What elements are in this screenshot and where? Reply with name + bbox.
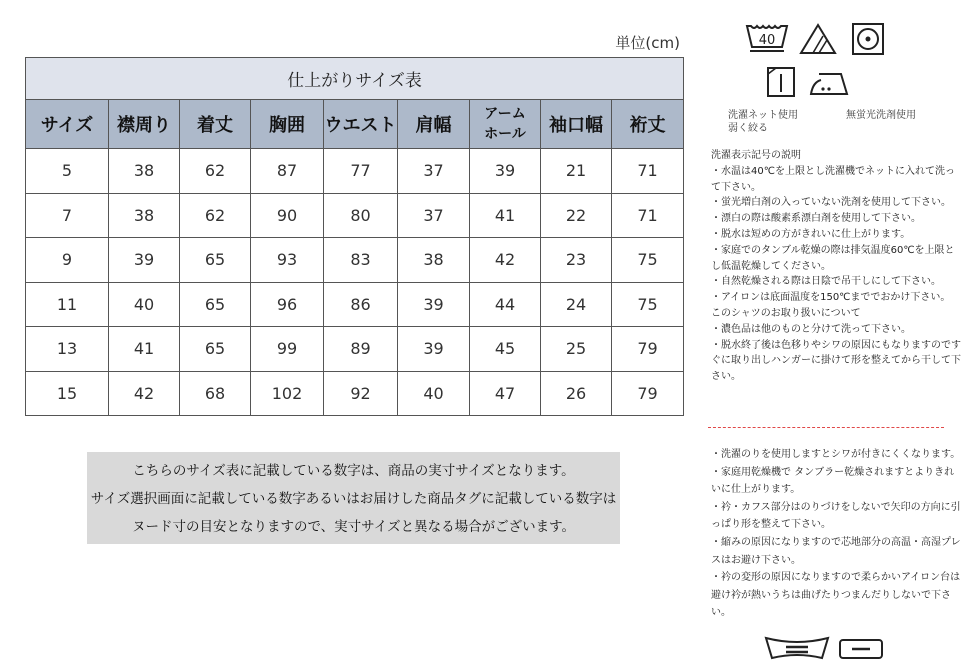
table-cell: 86 [324,282,398,327]
note-line: こちらのサイズ表に記載している数字は、商品の実寸サイズとなります。 [132,463,575,479]
table-cell: 65 [180,282,251,327]
table-cell: 41 [109,327,180,372]
care-instruction-line: ・水温は40℃を上限とし洗濯機でネットに入れて洗って下さい。 [711,165,955,193]
table-cell: 62 [180,149,251,194]
column-header-text: サイズ [40,115,94,136]
label-no-fluorescent: 無蛍光洗剤使用 [846,110,916,121]
table-cell: 65 [180,238,251,283]
column-header [109,100,180,149]
care-tip-line: ・衿・カフス部分はのりづけをしないで矢印の方向に引っぱり形を整えて下さい。 [711,501,961,531]
column-header [541,100,612,149]
care-instruction-line: このシャツのお取り扱いについて [711,307,861,319]
column-header-text: ウエスト [324,115,397,136]
table-cell: 71 [612,193,684,238]
table-row [26,193,684,238]
column-header [180,100,251,149]
table-cell: 38 [398,238,470,283]
size-chart-table [25,57,684,416]
column-header [26,100,109,149]
table-cell: 92 [324,371,398,416]
iron-medium-icon [807,68,855,98]
table-cell: 65 [180,327,251,372]
table-cell: 90 [251,193,324,238]
dashed-divider [708,427,944,428]
table-cell: 11 [26,282,109,327]
table-cell: 80 [324,193,398,238]
care-symbols [745,22,925,104]
table-cell: 44 [470,282,541,327]
table-caption: 仕上がりサイズ表 [26,58,684,100]
table-cell: 39 [470,149,541,194]
table-body [26,149,684,416]
line-dry-shade-icon [766,66,796,98]
table-cell: 26 [541,371,612,416]
column-header-text: 裄丈 [629,115,666,136]
table-row [26,282,684,327]
collar-shaping-symbols [762,632,890,664]
column-header [470,100,541,149]
table-row [26,238,684,283]
care-tip-line: ・縮みの原因になりますので芯地部分の高温・高湿プレスはお避け下さい。 [711,536,961,566]
oxygen-bleach-icon [798,22,838,56]
table-cell: 24 [541,282,612,327]
size-note-box [87,452,620,544]
column-header [398,100,470,149]
cuff-arrow-icon [838,638,884,660]
unit-label: 単位(cm) [615,34,680,52]
note-line: ヌード寸の目安となりますので、実寸サイズと異なる場合がございます。 [131,519,576,535]
table-cell: 42 [109,371,180,416]
table-cell: 71 [612,149,684,194]
table-cell: 21 [541,149,612,194]
collar-arrow-icon [762,632,832,662]
table-cell: 75 [612,238,684,283]
care-instruction-line: ・自然乾燥される際は日陰で吊干しにして下さい。 [711,276,941,288]
column-header [324,100,398,149]
table-row [26,371,684,416]
care-instruction-line: ・漂白の際は酸素系漂白剤を使用して下さい。 [711,213,921,225]
table-cell: 39 [398,327,470,372]
care-instruction-line: ・濃色品は他のものと分けて洗って下さい。 [711,323,911,335]
table-cell: 47 [470,371,541,416]
wash-temp-label: 40 [758,33,776,48]
care-tips [711,446,961,622]
care-instructions [711,148,961,385]
table-cell: 41 [470,193,541,238]
table-cell: 93 [251,238,324,283]
care-instruction-line: ・アイロンは底面温度を150℃まででおかけ下さい。 [711,292,951,304]
table-cell: 40 [398,371,470,416]
column-header [251,100,324,149]
table-cell: 96 [251,282,324,327]
table-row [26,149,684,194]
care-tip-line: ・家庭用乾燥機で タンブラー乾燥されますとよりきれいに仕上がります。 [711,466,955,496]
table-cell: 83 [324,238,398,283]
wash-40-net-icon [745,22,789,54]
label-net-line2: 弱く絞る [728,123,768,134]
column-header-text: アーム [484,106,526,122]
table-cell: 25 [541,327,612,372]
column-header-text: 襟周り [117,115,171,136]
table-cell: 62 [180,193,251,238]
table-cell: 45 [470,327,541,372]
table-cell: 75 [612,282,684,327]
table-cell: 102 [251,371,324,416]
table-cell: 39 [109,238,180,283]
care-tip-line: ・洗濯のりを使用しますとシワが付きにくくなります。 [711,449,961,460]
table-cell: 42 [470,238,541,283]
table-cell: 13 [26,327,109,372]
column-header-text: ホール [484,126,526,142]
care-instruction-line: 洗濯表示記号の説明 [711,150,801,161]
table-cell: 38 [109,193,180,238]
table-cell: 99 [251,327,324,372]
column-header-text: 袖口幅 [549,115,603,136]
column-header-text: 胸囲 [269,115,305,136]
care-tip-line: ・衿の変形の原因になりますので柔らかいアイロン台は避け衿が熱いうちは曲げたりつまんだりしないで下さい。 [711,572,961,619]
table-row [26,327,684,372]
care-instruction-line: ・家庭でのタンブル乾燥の際は排気温度60℃を上限とし低温乾燥してください。 [711,244,955,272]
column-header-text: 肩幅 [415,115,452,136]
table-cell: 68 [180,371,251,416]
table-cell: 9 [26,238,109,283]
note-line: サイズ選択画面に記載している数字あるいはお届けした商品タグに記載している数字は [90,491,617,507]
table-cell: 79 [612,371,684,416]
table-cell: 22 [541,193,612,238]
table-cell: 39 [398,282,470,327]
column-header-text: 着丈 [197,115,233,136]
care-instruction-line: ・蛍光増白剤の入っていない洗剤を使用して下さい。 [711,197,951,209]
table-cell: 77 [324,149,398,194]
care-instruction-line: ・脱水は短めの方がきれいに仕上がります。 [711,228,911,240]
table-cell: 87 [251,149,324,194]
table-cell: 79 [612,327,684,372]
tumble-dry-low-icon [851,22,885,56]
table-cell: 37 [398,193,470,238]
table-cell: 15 [26,371,109,416]
table-header-row [26,100,684,149]
table-cell: 37 [398,149,470,194]
table-cell: 38 [109,149,180,194]
table-cell: 7 [26,193,109,238]
column-header [612,100,684,149]
table-cell: 5 [26,149,109,194]
table-cell: 89 [324,327,398,372]
table-cell: 23 [541,238,612,283]
care-instruction-line: ・脱水終了後は色移りやシワの原因にもなりますのですぐに取り出しハンガーに掛けて形を整えてから干して下さい。 [711,339,961,383]
label-net-line1: 洗濯ネット使用 [728,110,798,121]
table-cell: 40 [109,282,180,327]
